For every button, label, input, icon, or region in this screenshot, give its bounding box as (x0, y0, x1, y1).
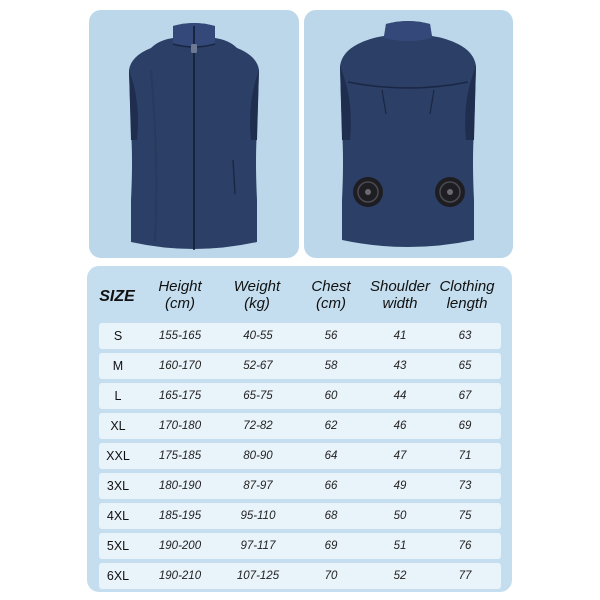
table-row (99, 473, 501, 499)
cell-length: 73 (458, 480, 472, 492)
table-row (99, 563, 501, 589)
table-row (99, 323, 501, 349)
vest-front-image (89, 10, 299, 258)
cell-shoulder: 49 (393, 480, 407, 492)
cell-height: 190-200 (158, 540, 202, 552)
cell-height: 170-180 (158, 420, 202, 432)
cell-height: 175-185 (158, 450, 202, 462)
size-chart (87, 266, 512, 592)
right-fan-icon (435, 177, 465, 207)
cell-length: 76 (458, 540, 472, 552)
left-fan-icon (353, 177, 383, 207)
cell-length: 63 (458, 330, 472, 342)
vest-front-illustration (89, 10, 299, 258)
cell-size: XL (110, 419, 126, 433)
cell-weight: 40-55 (243, 330, 273, 342)
cell-size: 3XL (106, 479, 130, 493)
table-row (99, 353, 501, 379)
cell-length: 71 (458, 450, 472, 462)
cell-height: 155-165 (158, 330, 202, 342)
cell-chest: 66 (324, 480, 338, 492)
cell-chest: 64 (324, 450, 338, 462)
cell-length: 77 (458, 570, 472, 582)
cell-size: L (114, 389, 122, 403)
cell-shoulder: 43 (393, 360, 407, 372)
vest-back-image (304, 10, 513, 258)
cell-size: XXL (106, 449, 130, 463)
cell-chest: 56 (324, 330, 338, 342)
cell-shoulder: 47 (393, 450, 407, 462)
cell-size: S (113, 329, 123, 343)
cell-height: 160-170 (158, 360, 202, 372)
header-clothing-length: Clothing length (439, 278, 495, 312)
cell-length: 75 (458, 510, 472, 522)
cell-chest: 70 (324, 570, 338, 582)
header-chest: Chest (cm) (311, 278, 351, 312)
cell-height: 185-195 (158, 510, 202, 522)
cell-size: 6XL (106, 569, 130, 583)
header-size: SIZE (99, 288, 135, 305)
cell-size: M (112, 359, 124, 373)
table-row (99, 413, 501, 439)
cell-shoulder: 50 (393, 510, 407, 522)
table-row (99, 383, 501, 409)
table-row (99, 533, 501, 559)
cell-chest: 69 (324, 540, 338, 552)
cell-shoulder: 51 (393, 540, 407, 552)
cell-chest: 62 (324, 420, 338, 432)
cell-length: 67 (458, 390, 472, 402)
cell-weight: 65-75 (243, 390, 273, 402)
cell-size: 4XL (106, 509, 130, 523)
header-shoulder-width: Shoulder width (369, 278, 431, 312)
cell-length: 65 (458, 360, 472, 372)
cell-weight: 87-97 (243, 480, 273, 492)
cell-weight: 72-82 (243, 420, 273, 432)
header-height: Height (cm) (158, 278, 202, 312)
cell-height: 180-190 (158, 480, 202, 492)
table-row (99, 503, 501, 529)
cell-shoulder: 41 (393, 330, 407, 342)
size-rows (99, 323, 501, 593)
table-row (99, 443, 501, 469)
cell-chest: 68 (324, 510, 338, 522)
cell-weight: 52-67 (243, 360, 273, 372)
cell-weight: 80-90 (243, 450, 273, 462)
cell-shoulder: 44 (393, 390, 407, 402)
cell-shoulder: 46 (393, 420, 407, 432)
cell-height: 190-210 (158, 570, 202, 582)
header-weight: Weight (kg) (233, 278, 281, 312)
cell-size: 5XL (106, 539, 130, 553)
cell-height: 165-175 (158, 390, 202, 402)
cell-weight: 97-117 (240, 540, 276, 552)
cell-chest: 60 (324, 390, 338, 402)
cell-chest: 58 (324, 360, 338, 372)
cell-length: 69 (458, 420, 472, 432)
vest-back-illustration (304, 10, 513, 258)
cell-weight: 95-110 (240, 510, 276, 522)
cell-weight: 107-125 (236, 570, 280, 582)
cell-shoulder: 52 (393, 570, 407, 582)
